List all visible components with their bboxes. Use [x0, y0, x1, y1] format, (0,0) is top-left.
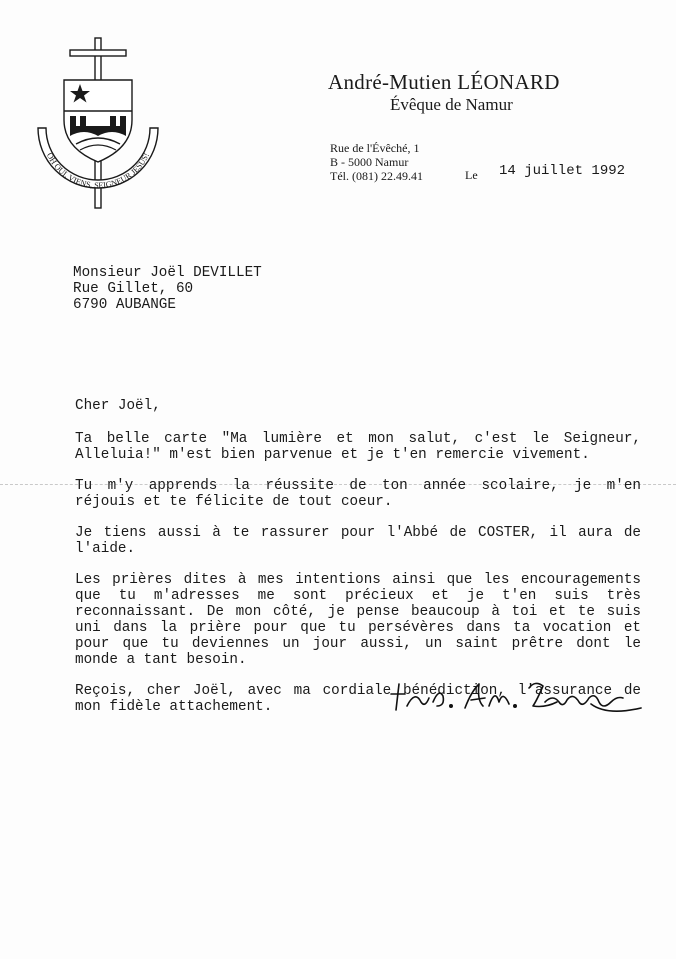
paragraph: Reçois, cher Joël, avec ma cordiale bénédiction, l'assurance de mon fidèle attachement.	[75, 683, 641, 715]
paragraph: Les prières dites à mes intentions ainsi que les encouragements que tu m'adresses me sont précieux et je t'en suis très reconnaissant. De mon côté, je pense beaucoup à toi et te suis uni dans la prière pour que tu persévères dans ta vocation et pour que tu deviennes un jour aussi, un saint prêtre dont le monde a tant besoin.	[75, 572, 641, 668]
greeting: Cher Joël,	[75, 398, 161, 414]
address-city: B - 5000 Namur	[330, 155, 409, 169]
paragraph: Ta belle carte "Ma lumière et mon salut, c'est le Seigneur, Alleluia!" m'est bien parvenue et je t'en remercie vivement.	[75, 431, 641, 463]
recipient-city: 6790 AUBANGE	[73, 297, 176, 313]
letter-body	[75, 398, 641, 715]
address-street: Rue de l'Évêché, 1	[330, 141, 420, 155]
sender-title: Évêque de Namur	[390, 95, 513, 114]
coat-of-arms-icon	[36, 36, 160, 212]
recipient-street: Rue Gillet, 60	[73, 281, 194, 297]
paragraph: Tu m'y apprends la réussite de ton année scolaire, je m'en réjouis et te félicite de tout coeur.	[75, 478, 641, 510]
handwritten-signature	[385, 672, 650, 720]
letter-date: 14 juillet 1992	[499, 163, 626, 179]
address-phone: Tél. (081) 22.49.41	[330, 169, 423, 183]
date-prefix: Le	[465, 168, 478, 182]
recipient-block	[73, 265, 262, 313]
sender-name: André-Mutien LÉONARD	[328, 70, 560, 94]
motto-text: OH OUI, VIENS, SEIGNEUR JÉSUS!	[44, 151, 152, 191]
recipient-name: Monsieur Joël DEVILLET	[73, 265, 262, 281]
paragraph: Je tiens aussi à te rassurer pour l'Abbé de COSTER, il aura de l'aide.	[75, 525, 641, 557]
